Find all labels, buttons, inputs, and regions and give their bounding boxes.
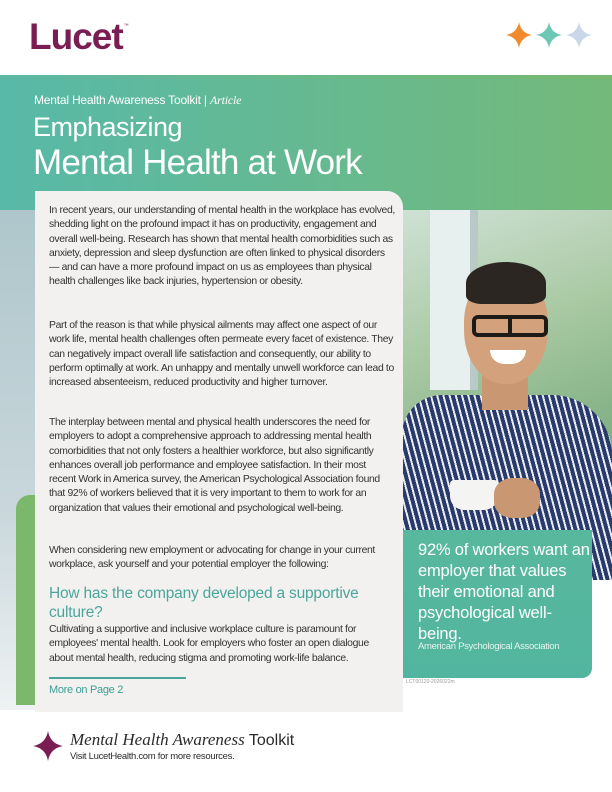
- divider: [49, 677, 186, 679]
- orange-star-icon: [506, 22, 532, 48]
- footer-title-italic: Mental Health Awareness: [70, 730, 245, 749]
- glasses: [472, 315, 548, 337]
- logo-text: Lucet: [29, 16, 123, 57]
- kicker-text: Mental Health Awareness Toolkit |: [34, 93, 210, 107]
- coffee-cup: [450, 480, 498, 510]
- paragraph-4: When considering new employment or advocating for change in your current workplace, ask yourself and your potential employer the following:: [49, 545, 375, 571]
- photo-smiling-man-with-coffee: [402, 210, 612, 580]
- title-banner: [0, 75, 612, 210]
- hand: [494, 478, 540, 518]
- question-body: Cultivating a supportive and inclusive workplace culture is paramount for employees' mental health. Look for employers who foster an open dialogue about mental health, reducing stigma and promoting work-life balance.: [49, 624, 369, 664]
- article-body: [35, 191, 403, 712]
- paragraph-3: The interplay between mental and physical health underscores the need for employers to adopt a comprehensive approach to addressing mental health comorbidities that not only fosters a healthier workforce, but also significantly enhances overall job performance and employee satisfaction. In their most recent Work in America survey, the American Psychological Association found that 92% of workers believed that it is very important to them to work for an organization that values their emotional and psychological well-being.: [49, 417, 380, 514]
- footer-title-plain: Toolkit: [244, 732, 295, 749]
- lucet-logo: [29, 16, 128, 58]
- page-title-line2: Mental Health at Work: [33, 143, 362, 182]
- stat-callout: [403, 530, 592, 678]
- trademark: ™: [123, 23, 128, 29]
- footer-title: [70, 730, 294, 750]
- teal-star-icon: [536, 22, 562, 48]
- hair: [466, 262, 546, 304]
- light-blue-star-icon: [566, 22, 592, 48]
- paragraph-1: In recent years, our understanding of mental health in the workplace has evolved, shedding light on the profound impact it has on productivity, engagement and overall well-being. Research has shown that mental health comorbidities such as anxiety, depression and sleep dysfunction are often linked to physical disorders — and can have a more profound impact on us as employees than physical health challenges like back injuries, hypertension or obesity.: [49, 205, 395, 288]
- footer-subtitle[interactable]: Visit LucetHealth.com for more resources.: [70, 751, 235, 762]
- window-frame: [430, 210, 470, 390]
- kicker: [34, 93, 241, 108]
- more-on-page-2-link[interactable]: More on Page 2: [49, 684, 124, 696]
- banner-accent-line: [0, 75, 612, 79]
- stat-text: 92% of workers want an employer that values their emotional and psychological well-being.: [418, 541, 590, 643]
- decorative-stars: [506, 22, 592, 48]
- paragraph-2: Part of the reason is that while physical ailments may affect one aspect of our work life, mental health challenges often permeate every facet of existence. They can negatively impact overall life satisfaction and consequently, our ability to perform optimally at work. An unhappy and mentally unwell workforce can lead to increased absenteeism, reduced productivity and higher turnover.: [49, 320, 394, 389]
- document-code: LCT00120-2026022m: [406, 679, 455, 685]
- stat-source: American Psychological Association: [418, 641, 560, 652]
- question-heading: How has the company developed a supportive culture?: [49, 585, 359, 621]
- page-title-line1: Emphasizing: [33, 112, 183, 142]
- kicker-type: Article: [209, 93, 242, 107]
- footer-star-icon: [33, 731, 63, 761]
